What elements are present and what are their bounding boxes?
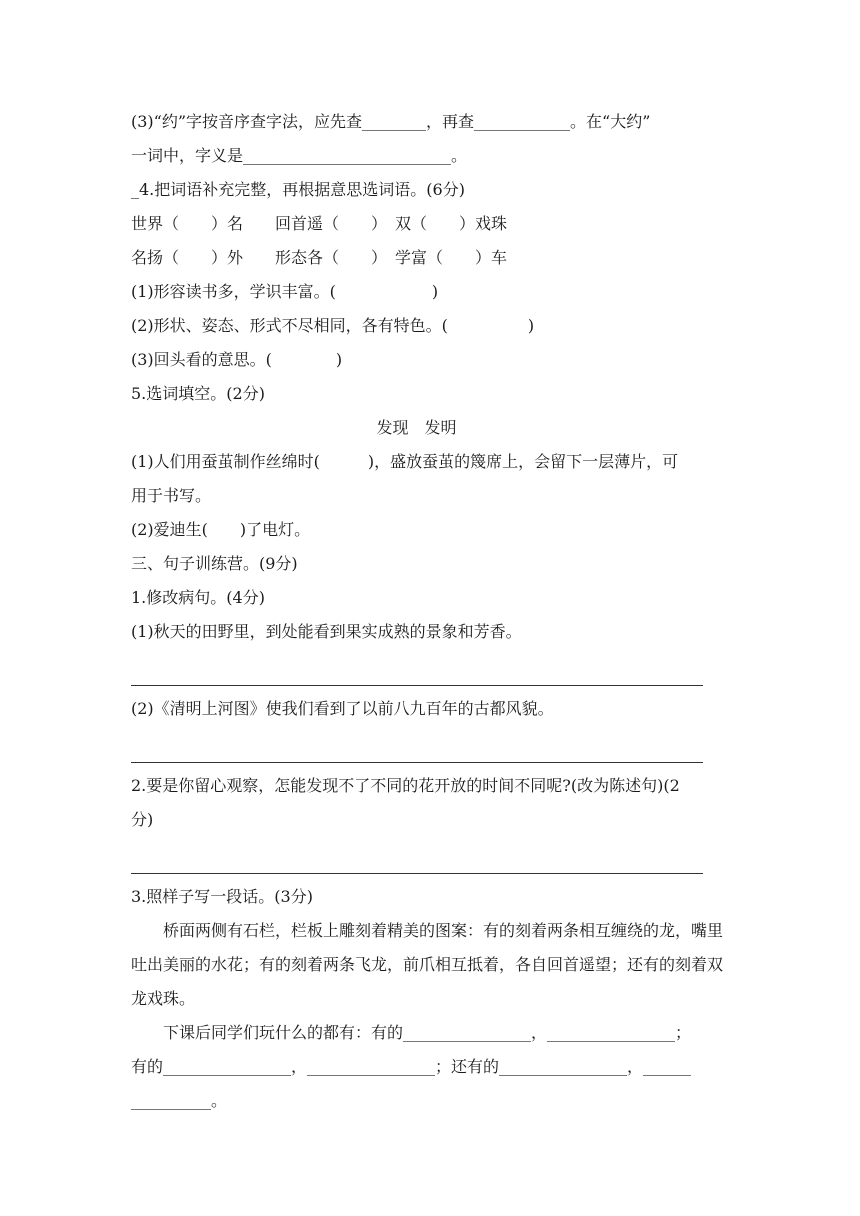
q5-sentence-1a: (1)人们用蚕茧制作丝绵时( )，盛放蚕茧的篾席上，会留下一层薄片，可 <box>131 452 679 471</box>
q4-meaning-1: (1)形容读书多，学识丰富。( ) <box>131 282 439 301</box>
q4-meaning-3: (3)回头看的意思。( ) <box>131 350 343 369</box>
s3-q1-sentence-2: (2)《清明上河图》使我们看到了以前八九百年的古都风貌。 <box>131 699 554 718</box>
s3-q1-sentence-1: (1)秋天的田野里，到处能看到果实成熟的景象和芳香。 <box>131 622 522 641</box>
s3-q1-title: 1.修改病句。(4分) <box>131 588 265 607</box>
q4-word-row-2: 名扬（ ）外 形态各（ ） 学富（ ）车 <box>131 248 508 267</box>
q5-title: 5.选词填空。(2分) <box>131 384 265 403</box>
s3-q2-line-b: 分) <box>131 810 154 829</box>
practice-line-3: __________。 <box>131 1091 228 1110</box>
q3-pinyin-line-1: (3)“约”字按音序查字法，应先查________，再查____________。在“大约” <box>131 112 651 131</box>
q5-word-options: 发现 发明 <box>376 418 457 437</box>
answer-line[interactable] <box>131 726 703 763</box>
q4-meaning-2: (2)形状、姿态、形式不尽相同，各有特色。( ) <box>131 316 535 335</box>
example-paragraph: 桥面两侧有石栏，栏板上雕刻着精美的图案：有的刻着两条相互缠绕的龙，嘴里吐出美丽的水花；有的刻着两条飞龙，前爪相互抵着，各自回首遥望；还有的刻着双龙戏珠。 <box>131 921 724 1008</box>
answer-line[interactable] <box>131 837 703 874</box>
q5-sentence-1b: 用于书写。 <box>131 486 212 505</box>
q4-title: _4.把词语补充完整，再根据意思选词语。(6分) <box>131 180 465 199</box>
s3-q2-line-a: 2.要是你留心观察，怎能发现不了不同的花开放的时间不同呢?(改为陈述句)(2 <box>131 776 680 795</box>
section-3-title: 三、句子训练营。(9分) <box>131 554 298 573</box>
q5-sentence-2: (2)爱迪生( )了电灯。 <box>131 520 311 539</box>
q4-word-row-1: 世界（ ）名 回首遥（ ） 双（ ）戏珠 <box>131 214 508 233</box>
practice-line-1: 下课后同学们玩什么的都有：有的________________，________________； <box>163 1023 692 1042</box>
q3-pinyin-line-2: 一词中，字义是__________________________。 <box>131 146 468 165</box>
s3-q3-title: 3.照样子写一段话。(3分) <box>131 887 313 906</box>
answer-line[interactable] <box>131 649 703 686</box>
practice-line-2: 有的________________，________________；还有的________________，______ <box>131 1057 692 1076</box>
